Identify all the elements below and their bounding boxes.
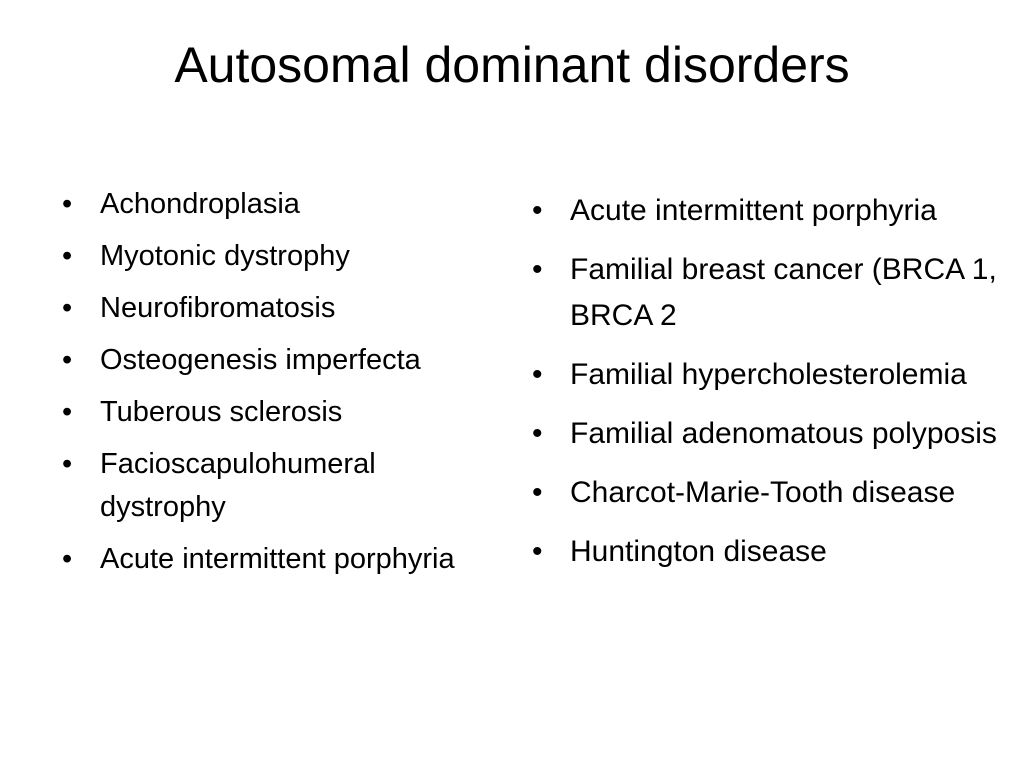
list-item-text: Huntington disease (570, 535, 827, 568)
list-item (532, 529, 1002, 575)
bullet-icon: • (532, 417, 543, 450)
list-item-text: Osteogenesis imperfecta (100, 344, 421, 376)
bullet-icon: • (532, 535, 543, 568)
bullet-icon: • (532, 194, 543, 227)
left-bullet-list (62, 183, 472, 590)
bullet-icon: • (62, 448, 73, 480)
list-item (62, 183, 472, 226)
list-item-text: Facioscapulohumeral dystrophy (100, 448, 376, 523)
list-item (62, 287, 472, 330)
list-item (532, 470, 1002, 516)
bullet-icon: • (62, 396, 73, 428)
bullet-icon: • (62, 188, 73, 220)
list-item (62, 339, 472, 382)
bullet-icon: • (62, 292, 73, 324)
right-bullet-list (532, 188, 1002, 588)
bullet-icon: • (532, 358, 543, 391)
list-item-text: Familial hypercholesterolemia (570, 358, 967, 391)
list-item-text: Neurofibromatosis (100, 292, 336, 324)
list-item-text: Myotonic dystrophy (100, 240, 350, 272)
bullet-icon: • (532, 253, 543, 286)
list-item (62, 391, 472, 434)
list-item-text: Tuberous sclerosis (100, 396, 343, 428)
list-item-text: Charcot-Marie-Tooth disease (570, 476, 956, 509)
bullet-icon: • (532, 476, 543, 509)
bullet-icon: • (62, 240, 73, 272)
bullet-icon: • (62, 344, 73, 376)
list-item-text: Acute intermittent porphyria (570, 194, 937, 227)
list-item (532, 352, 1002, 398)
list-item-text: Achondroplasia (100, 188, 300, 220)
list-item (62, 235, 472, 278)
slide-title: Autosomal dominant disorders (174, 37, 850, 93)
list-item-text: Familial breast cancer (BRCA 1, BRCA 2 (570, 253, 997, 332)
list-item-text: Acute intermittent porphyria (100, 543, 455, 575)
list-item-text: Familial adenomatous polyposis (570, 417, 997, 450)
list-item (532, 411, 1002, 457)
bullet-icon: • (62, 543, 73, 575)
list-item (532, 247, 1002, 339)
list-item (532, 188, 1002, 234)
list-item (62, 443, 472, 529)
list-item (62, 538, 472, 581)
